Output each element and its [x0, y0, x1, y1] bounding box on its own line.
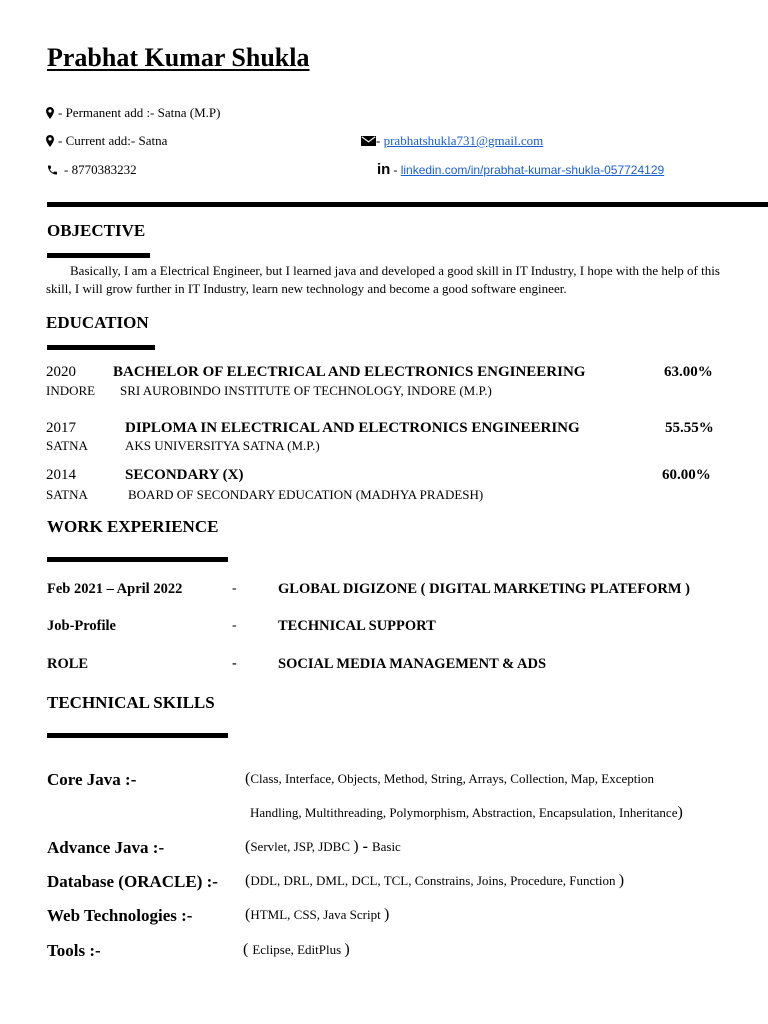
phone-contact: [46, 162, 137, 178]
current-address-text: - Current add:- Satna: [58, 133, 168, 148]
education-place: SATNA: [46, 487, 88, 502]
technical-skills-underline: [47, 733, 228, 738]
skill-label: Database (ORACLE) :-: [47, 872, 218, 891]
work-row-label: ROLE: [47, 656, 89, 672]
education-percent: 55.55%: [665, 420, 714, 436]
skill-value-continued: Handling, Multithreading, Polymorphism, Abstraction, Encapsulation, Inheritance): [250, 804, 683, 821]
skill-label: Advance Java :-: [47, 838, 165, 857]
header-divider: [47, 202, 768, 207]
skill-label: Core Java :-: [47, 770, 137, 789]
current-address: [46, 133, 167, 149]
skill-value: ( Eclipse, EditPlus ): [243, 941, 350, 958]
education-degree: SECONDARY (X): [125, 467, 244, 483]
education-year: 2020: [46, 364, 76, 380]
skill-value: (HTML, CSS, Java Script ): [245, 906, 390, 923]
work-row-value: TECHNICAL SUPPORT: [278, 618, 436, 634]
skill-value: (Class, Interface, Objects, Method, String, Arrays, Collection, Map, Exception: [245, 770, 654, 787]
permanent-address: [46, 105, 220, 121]
location-pin-icon: [46, 135, 54, 147]
work-row-dash: -: [232, 618, 237, 633]
education-year: 2017: [46, 420, 76, 436]
education-underline: [47, 345, 155, 350]
education-heading: EDUCATION: [46, 313, 149, 332]
linkedin-contact: [377, 161, 664, 178]
education-institute: AKS UNIVERSITYA SATNA (M.P.): [125, 438, 320, 453]
education-institute: BOARD OF SECONDARY EDUCATION (MADHYA PRADESH): [128, 487, 484, 502]
work-row-dash: -: [232, 656, 237, 671]
skill-label: Web Technologies :-: [47, 906, 193, 925]
permanent-address-text: - Permanent add :- Satna (M.P): [58, 105, 221, 120]
objective-text: Basically, I am a Electrical Engineer, but I learned java and developed a good skill in IT Industry, I hope with the help of this skill, I will grow further in IT Industry, learn new technology and become a good software engineer.: [46, 263, 720, 296]
skill-value: (DDL, DRL, DML, DCL, TCL, Constrains, Joins, Procedure, Function ): [245, 872, 625, 889]
email-prefix: -: [376, 133, 384, 148]
linkedin-icon: in: [377, 161, 391, 178]
work-row-label: Job-Profile: [47, 618, 116, 634]
email-contact: [361, 133, 543, 149]
candidate-name: Prabhat Kumar Shukla: [47, 43, 310, 72]
work-experience-heading: WORK EXPERIENCE: [47, 517, 219, 536]
work-experience-underline: [47, 557, 228, 562]
linkedin-link[interactable]: linkedin.com/in/prabhat-kumar-shukla-057724129: [400, 162, 665, 177]
work-row-value: GLOBAL DIGIZONE ( DIGITAL MARKETING PLATEFORM ): [278, 581, 690, 597]
location-pin-icon: [46, 107, 54, 119]
work-row-value: SOCIAL MEDIA MANAGEMENT & ADS: [278, 656, 547, 672]
education-institute: SRI AUROBINDO INSTITUTE OF TECHNOLOGY, INDORE (M.P.): [120, 383, 492, 398]
linkedin-prefix: -: [393, 162, 401, 177]
skill-value: (Servlet, JSP, JDBC ) - Basic: [245, 838, 401, 855]
education-year: 2014: [46, 467, 76, 483]
education-percent: 60.00%: [662, 467, 711, 483]
phone-icon: [46, 164, 59, 176]
education-place: SATNA: [46, 438, 88, 453]
skill-label: Tools :-: [47, 941, 101, 960]
technical-skills-heading: TECHNICAL SKILLS: [47, 693, 215, 712]
work-row-dash: -: [232, 581, 237, 596]
work-row-label: Feb 2021 – April 2022: [47, 581, 183, 597]
education-place: INDORE: [46, 383, 96, 398]
education-degree: DIPLOMA IN ELECTRICAL AND ELECTRONICS ENGINEERING: [125, 420, 580, 436]
email-link[interactable]: prabhatshukla731@gmail.com: [383, 133, 544, 148]
education-degree: BACHELOR OF ELECTRICAL AND ELECTRONICS ENGINEERING: [113, 364, 586, 380]
envelope-icon: [361, 136, 376, 146]
education-percent: 63.00%: [664, 364, 713, 380]
objective-heading: OBJECTIVE: [47, 221, 146, 240]
phone-number: - 8770383232: [64, 162, 137, 177]
objective-underline: [47, 253, 150, 258]
